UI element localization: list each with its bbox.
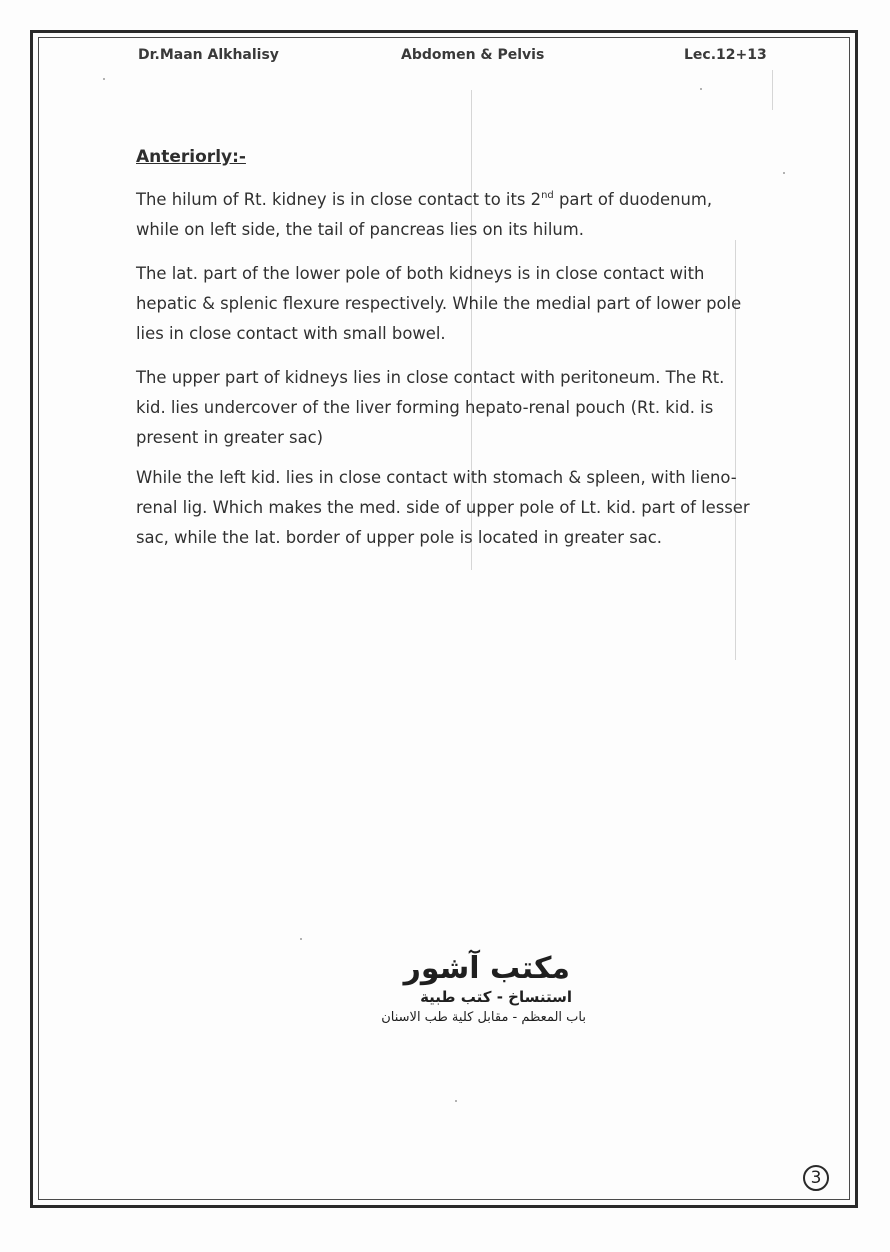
- paragraph-upper-part: The upper part of kidneys lies in close contact with peritoneum. The Rt. kid. lies undercover of the liver forming hepato-renal pouch (Rt. kid. is present in greater sac): [136, 368, 725, 447]
- scan-speck: [300, 938, 302, 940]
- section-heading: Anteriorly:-: [136, 147, 246, 167]
- header-subject: Abdomen & Pelvis: [401, 47, 545, 63]
- header-author: Dr.Maan Alkhalisy: [138, 47, 279, 63]
- paragraph-text: part of duodenum, while on left side, the tail of pancreas lies on its hilum.: [136, 190, 713, 239]
- scan-speck: [455, 1100, 457, 1102]
- page-number: 3: [803, 1165, 829, 1191]
- scan-speck: [103, 78, 105, 80]
- scan-bleed-line: [772, 70, 773, 110]
- stamp-subtitle: استنساخ - كتب طبية: [420, 988, 572, 1006]
- shop-stamp: [380, 952, 590, 1034]
- scan-speck: [783, 172, 785, 174]
- paragraph-left-kidney: While the left kid. lies in close contact with stomach & spleen, with lieno-renal lig. Which makes the med. side of upper pole of Lt. kid. part of lesser sac, while the lat. border of upper pole is located in greater sac.: [136, 468, 750, 547]
- paragraph-duodenum: [136, 185, 746, 245]
- stamp-title: مكتب آشور: [403, 951, 570, 986]
- paragraph-text: The hilum of Rt. kidney is in close contact to its 2: [136, 190, 542, 209]
- ordinal-suffix: nd: [541, 190, 554, 201]
- paragraph-lower-pole: The lat. part of the lower pole of both kidneys is in close contact with hepatic & splenic flexure respectively. While the medial part of lower pole lies in close contact with small bowel.: [136, 264, 742, 343]
- header-lecture: Lec.12+13: [684, 47, 767, 63]
- scan-speck: [700, 88, 702, 90]
- stamp-address: باب المعظم - مقابل كلية طب الاسنان: [381, 1010, 586, 1025]
